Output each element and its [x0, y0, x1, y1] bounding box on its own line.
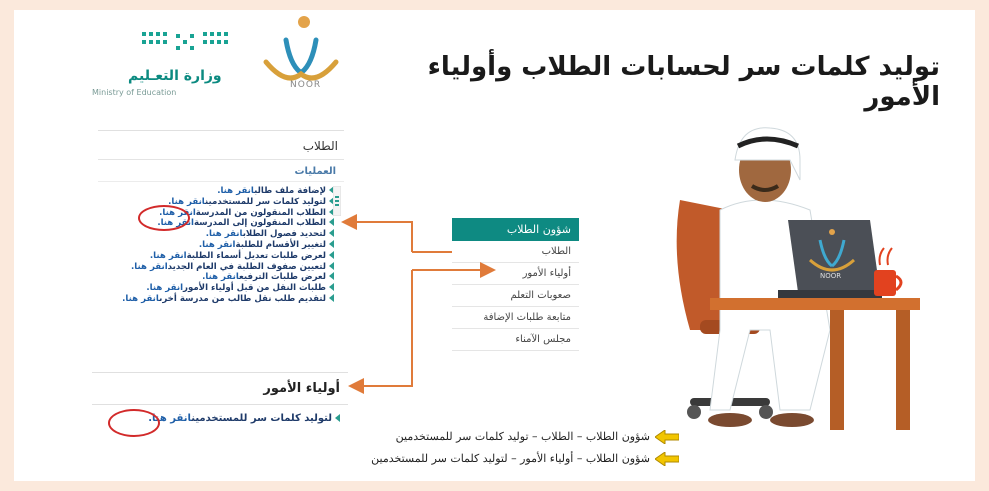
- click-here-link[interactable]: انقر هنا.: [217, 186, 255, 196]
- navigation-path-parents: شؤون الطلاب – أولياء الأمور – لتوليد كلمات سر للمستخدمين: [371, 452, 650, 465]
- operation-item[interactable]: لعرض طلبات الترفيعانقر هنا.: [98, 272, 334, 283]
- pointer-arrow-icon: [655, 430, 679, 444]
- click-here-link[interactable]: انقر هنا.: [205, 229, 243, 240]
- ministry-name-arabic: وزارة التعـليم: [128, 68, 222, 84]
- operation-item[interactable]: طلبات النقل من قبل أولياء الأمورانقر هنا.: [98, 283, 334, 294]
- click-here-link[interactable]: انقر هنا.: [168, 196, 206, 207]
- menu-item-board-of-trustees[interactable]: مجلس الآمناء: [452, 329, 579, 351]
- parents-panel-header: أولياء الأمور: [92, 372, 348, 405]
- pointer-arrow-icon: [655, 452, 679, 466]
- click-here-link[interactable]: انقر هنا.: [202, 272, 240, 283]
- operation-item-generate-passwords[interactable]: لتوليد كلمات سر للمستخدمينانقر هنا.: [98, 197, 334, 208]
- man-with-laptop-illustration: [660, 120, 920, 440]
- ministry-name-english: Ministry of Education: [92, 88, 177, 97]
- operation-item[interactable]: الطلاب المنقولون من المدرسةانقر هنا.: [98, 208, 334, 219]
- operation-item[interactable]: لتعيين صفوف الطلبة في العام الجديدانقر هنا.: [98, 262, 334, 273]
- operation-item[interactable]: لتغيير الأقسام للطلبةانقر هنا.: [98, 240, 334, 251]
- operation-item[interactable]: الطلاب المنقولون إلى المدرسةانقر هنا.: [98, 218, 334, 229]
- operation-item[interactable]: لإضافة ملف طالبانقر هنا.: [98, 186, 334, 197]
- laptop-brand-text: NOOR: [820, 272, 842, 280]
- parents-generate-passwords-row[interactable]: لتوليد كلمات سر للمستخدمينانقر هنا.: [92, 405, 348, 432]
- click-here-link[interactable]: انقر هنا.: [198, 239, 236, 250]
- menu-item-parents[interactable]: أولياء الأمور: [452, 263, 579, 285]
- navigation-path-students: شؤون الطلاب – الطلاب – توليد كلمات سر للمستخدمين: [395, 430, 650, 443]
- click-here-link[interactable]: انقر هنا.: [149, 250, 187, 261]
- click-here-link[interactable]: انقر هنا.: [131, 261, 168, 272]
- connector-students-arrow: [345, 222, 412, 252]
- page-title: توليد كلمات سر لحسابات الطلاب وأولياء الأمور: [427, 52, 940, 112]
- operation-item[interactable]: لعرض طلبات تعديل أسماء الطلبةانقر هنا.: [98, 251, 334, 262]
- menu-item-add-requests[interactable]: متابعة طلبات الإضافة: [452, 307, 579, 329]
- click-here-link[interactable]: انقر هنا.: [122, 293, 160, 304]
- operation-item[interactable]: لتحديد فصول الطلابانقر هنا.: [98, 229, 334, 240]
- operation-item[interactable]: لتقديم طلب نقل طالب من مدرسة أخرىانقر هنا.: [98, 294, 334, 305]
- noor-logo-text: NOOR: [290, 80, 322, 90]
- menu-item-learning-difficulties[interactable]: صعوبات التعلم: [452, 285, 579, 307]
- click-here-link[interactable]: انقر هنا.: [159, 207, 196, 218]
- click-here-link[interactable]: انقر هنا.: [148, 413, 192, 424]
- students-panel-header: الطلاب: [98, 131, 344, 160]
- menu-header[interactable]: شؤون الطلاب: [452, 218, 579, 241]
- operations-label: العمليات: [98, 160, 344, 182]
- connector-parents-arrow: [352, 270, 412, 386]
- menu-item-students[interactable]: الطلاب: [452, 241, 579, 263]
- click-here-link[interactable]: انقر هنا.: [157, 218, 194, 229]
- click-here-link[interactable]: انقر هنا.: [146, 283, 184, 294]
